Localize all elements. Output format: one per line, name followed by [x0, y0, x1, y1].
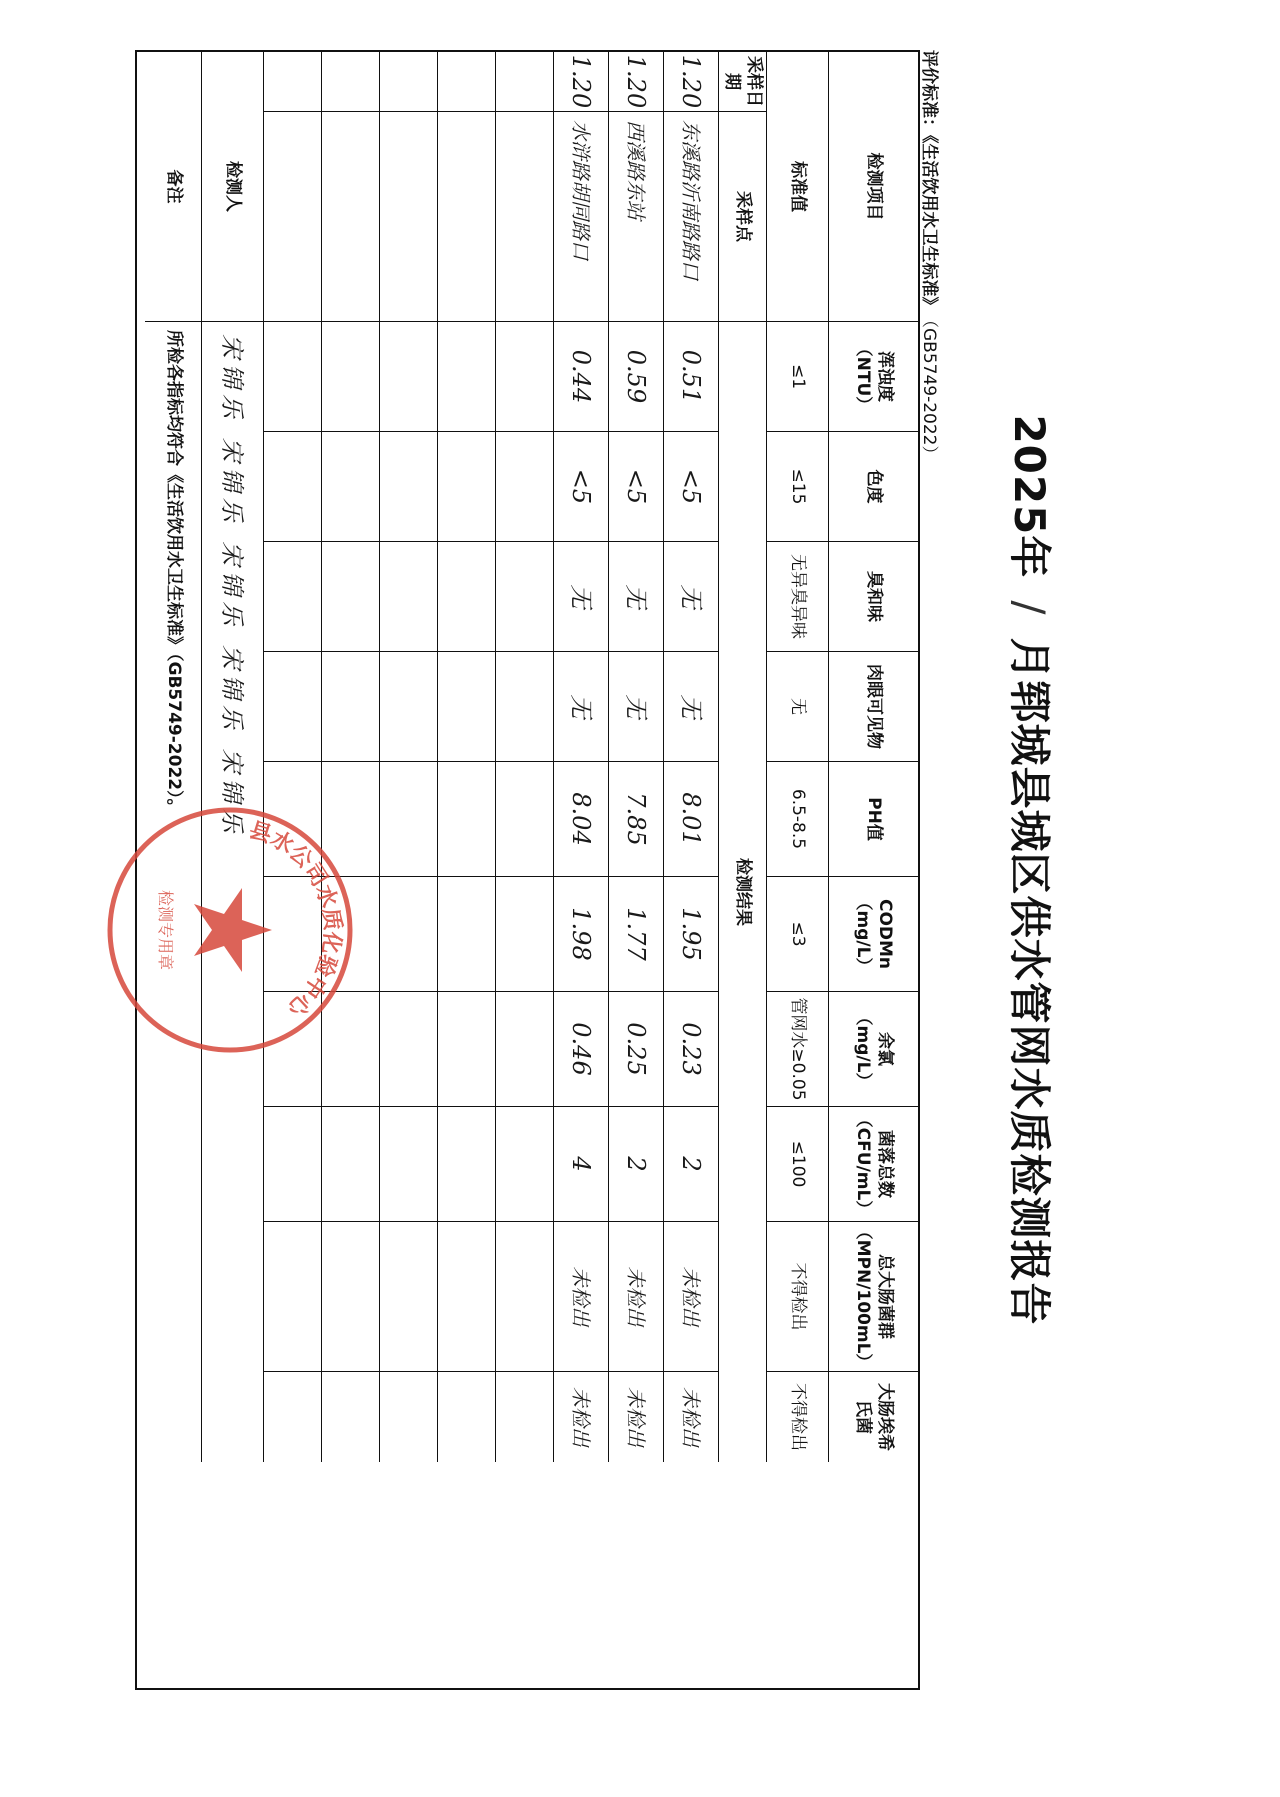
- empty-cell: [379, 1372, 437, 1462]
- empty-cell: [437, 112, 495, 322]
- empty-cell: [495, 322, 553, 432]
- empty-cell: [379, 542, 437, 652]
- row2-codmn: 1.77: [608, 877, 663, 992]
- standard-code: （GB5749-2022）: [919, 319, 939, 463]
- empty-cell: [263, 1372, 321, 1462]
- empty-cell: [321, 52, 379, 112]
- empty-cell: [321, 112, 379, 322]
- standard-name: 《生活饮用水卫生标准》: [919, 135, 939, 314]
- row3-ecoli: 未检出: [553, 1372, 608, 1462]
- stamp-ring-text: 县水公司水质化验中心: [246, 817, 345, 1022]
- std-color: ≤15: [766, 432, 828, 542]
- std-odor: 无异臭异味: [766, 542, 828, 652]
- row1-codmn: 1.95: [663, 877, 718, 992]
- empty-cell: [263, 542, 321, 652]
- std-chlorine: 管网水≥0.05: [766, 992, 828, 1107]
- row3-point: 水浒路胡同路口: [553, 112, 608, 322]
- row2-coliform: 未检出: [608, 1222, 663, 1372]
- row3-codmn: 1.98: [553, 877, 608, 992]
- row1-odor: 无: [663, 542, 718, 652]
- std-ph: 6.5-8.5: [766, 762, 828, 877]
- empty-cell: [437, 652, 495, 762]
- row2-colony: 2: [608, 1107, 663, 1222]
- empty-cell: [379, 652, 437, 762]
- empty-cell: [495, 877, 553, 992]
- report-title: [982, 40, 1062, 1700]
- empty-cell: [321, 877, 379, 992]
- row3-color: <5: [553, 432, 608, 542]
- row2-odor: 无: [608, 542, 663, 652]
- col-header-visible: 肉眼可见物: [828, 652, 918, 762]
- row3-colony: 4: [553, 1107, 608, 1222]
- empty-cell: [495, 1222, 553, 1372]
- results-table: [135, 50, 920, 1690]
- row1-ecoli: 未检出: [663, 1372, 718, 1462]
- col-header-chlorine: 余氯（mg/L）: [828, 992, 918, 1107]
- empty-cell: [263, 652, 321, 762]
- empty-cell: [495, 542, 553, 652]
- row3-ph: 8.04: [553, 762, 608, 877]
- inspector-label: 检测人: [201, 52, 263, 322]
- stamp-center-text: 检测专用章: [156, 889, 175, 971]
- empty-cell: [495, 52, 553, 112]
- row2-chlorine: 0.25: [608, 992, 663, 1107]
- empty-cell: [321, 542, 379, 652]
- row3-chlorine: 0.46: [553, 992, 608, 1107]
- header-item: 检测项目: [828, 52, 918, 322]
- empty-cell: [263, 762, 321, 877]
- empty-cell: [495, 112, 553, 322]
- empty-cell: [379, 762, 437, 877]
- row3-coliform: 未检出: [553, 1222, 608, 1372]
- empty-cell: [437, 877, 495, 992]
- empty-cell: [321, 992, 379, 1107]
- row2-date: 1.20: [608, 52, 663, 112]
- empty-cell: [321, 322, 379, 432]
- empty-cell: [437, 992, 495, 1107]
- row3-date: 1.20: [553, 52, 608, 112]
- row3-odor: 无: [553, 542, 608, 652]
- empty-cell: [495, 432, 553, 542]
- empty-cell: [379, 992, 437, 1107]
- row2-ecoli: 未检出: [608, 1372, 663, 1462]
- col-header-ecoli: 大肠埃希氏菌: [828, 1372, 918, 1462]
- row2-turbidity: 0.59: [608, 322, 663, 432]
- empty-cell: [263, 52, 321, 112]
- row2-visible: 无: [608, 652, 663, 762]
- empty-cell: [379, 1107, 437, 1222]
- empty-cell: [437, 1222, 495, 1372]
- empty-cell: [379, 1222, 437, 1372]
- empty-cell: [379, 322, 437, 432]
- col-header-colony: 菌落总数（CFU/mL）: [828, 1107, 918, 1222]
- empty-cell: [263, 112, 321, 322]
- empty-cell: [321, 1372, 379, 1462]
- row1-colony: 2: [663, 1107, 718, 1222]
- row1-turbidity: 0.51: [663, 322, 718, 432]
- empty-cell: [379, 52, 437, 112]
- std-codmn: ≤3: [766, 877, 828, 992]
- row3-visible: 无: [553, 652, 608, 762]
- std-colony: ≤100: [766, 1107, 828, 1222]
- empty-cell: [263, 992, 321, 1107]
- header-results: 检测结果: [718, 322, 766, 1462]
- standard-label: 评价标准：: [919, 50, 939, 135]
- empty-cell: [263, 1222, 321, 1372]
- row2-color: <5: [608, 432, 663, 542]
- empty-cell: [437, 1107, 495, 1222]
- row1-coliform: 未检出: [663, 1222, 718, 1372]
- col-header-coliform: 总大肠菌群（MPN/100mL）: [828, 1222, 918, 1372]
- empty-cell: [437, 1372, 495, 1462]
- empty-cell: [379, 877, 437, 992]
- std-coliform: 不得检出: [766, 1222, 828, 1372]
- empty-cell: [437, 762, 495, 877]
- header-sample-point: 采样点: [718, 112, 766, 322]
- empty-cell: [437, 322, 495, 432]
- month-blank: /: [1005, 600, 1054, 616]
- empty-cell: [263, 432, 321, 542]
- report-title-text: 月郓城县城区供水管网水质检测报告: [1005, 637, 1054, 1326]
- report-sheet: [60, 40, 1100, 1700]
- remarks-text: 所检各指标均符合《生活饮用水卫生标准》（GB5749-2022）。: [163, 330, 184, 816]
- empty-cell: [495, 762, 553, 877]
- empty-cell: [437, 542, 495, 652]
- empty-cell: [321, 432, 379, 542]
- row1-ph: 8.01: [663, 762, 718, 877]
- empty-cell: [263, 1107, 321, 1222]
- empty-cell: [321, 652, 379, 762]
- empty-cell: [495, 1372, 553, 1462]
- empty-cell: [321, 1107, 379, 1222]
- row1-chlorine: 0.23: [663, 992, 718, 1107]
- row1-color: <5: [663, 432, 718, 542]
- row1-point: 东溪路沂南路路口: [663, 112, 718, 322]
- inspector-signatures: 宋锦乐 宋锦乐 宋锦乐 宋锦乐 宋锦乐: [201, 322, 263, 1462]
- row1-date: 1.20: [663, 52, 718, 112]
- empty-cell: [379, 112, 437, 322]
- empty-cell: [495, 992, 553, 1107]
- standard-row-label: 标准值: [766, 52, 828, 322]
- empty-cell: [379, 432, 437, 542]
- std-turbidity: ≤1: [766, 322, 828, 432]
- col-header-turbidity: 浑浊度（NTU）: [828, 322, 918, 432]
- col-header-odor: 臭和味: [828, 542, 918, 652]
- empty-cell: [437, 52, 495, 112]
- row2-point: 西溪路东站: [608, 112, 663, 322]
- col-header-codmn: CODMn（mg/L）: [828, 877, 918, 992]
- row1-visible: 无: [663, 652, 718, 762]
- empty-cell: [263, 322, 321, 432]
- remarks-label: 备注: [145, 52, 201, 322]
- evaluation-standard: [919, 50, 944, 463]
- empty-cell: [495, 652, 553, 762]
- report-year: 2025年: [1005, 414, 1054, 579]
- empty-cell: [321, 1222, 379, 1372]
- row2-ph: 7.85: [608, 762, 663, 877]
- col-header-ph: PH值: [828, 762, 918, 877]
- std-visible: 无: [766, 652, 828, 762]
- empty-cell: [263, 877, 321, 992]
- header-sample-date: 采样日期: [718, 52, 766, 112]
- row3-turbidity: 0.44: [553, 322, 608, 432]
- col-header-color: 色度: [828, 432, 918, 542]
- empty-cell: [437, 432, 495, 542]
- std-ecoli: 不得检出: [766, 1372, 828, 1462]
- empty-cell: [321, 762, 379, 877]
- empty-cell: [495, 1107, 553, 1222]
